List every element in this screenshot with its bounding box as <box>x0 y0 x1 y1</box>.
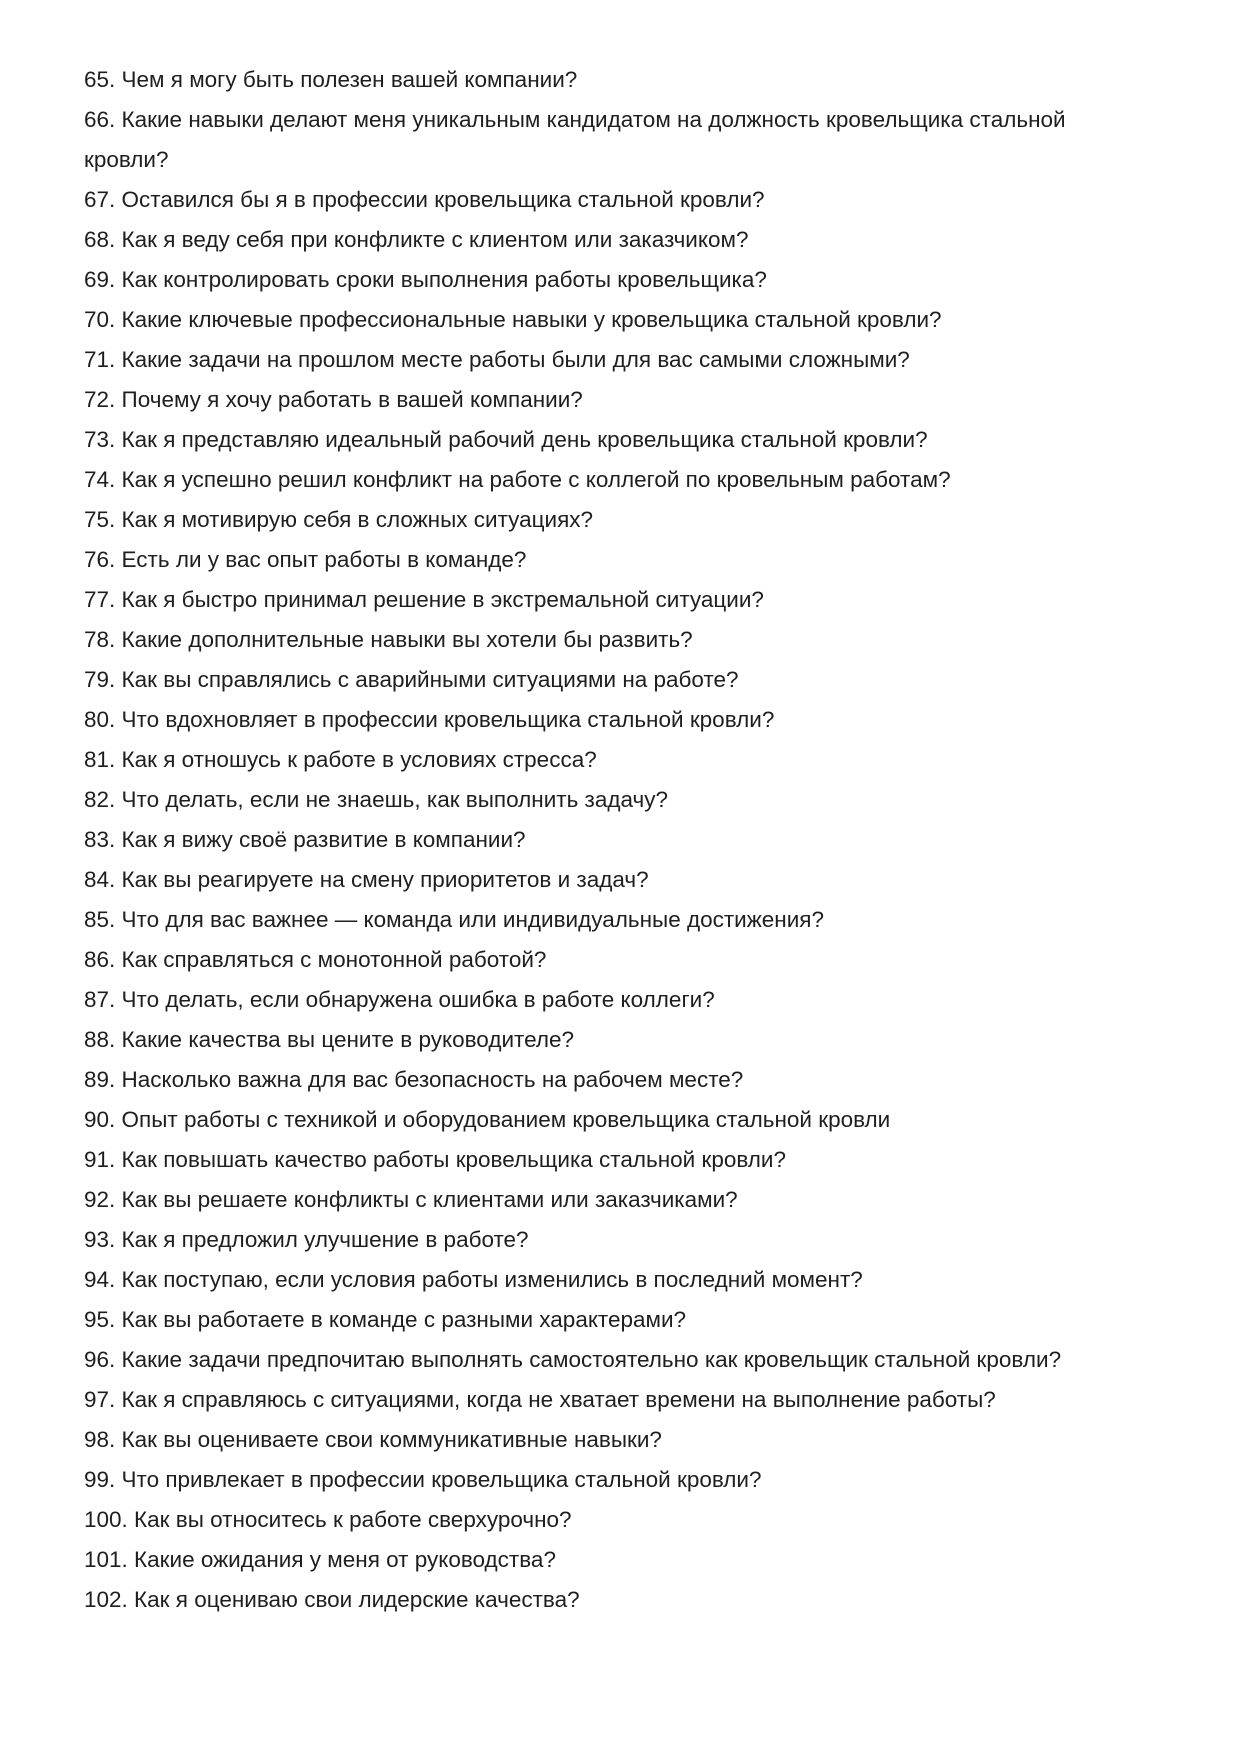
question-item: 75. Как я мотивирую себя в сложных ситуациях? <box>84 507 594 532</box>
question-item: 81. Как я отношусь к работе в условиях стресса? <box>84 747 597 772</box>
question-item: 96. Какие задачи предпочитаю выполнять самостоятельно как кровельщик стальной кровли? <box>84 1347 1062 1372</box>
question-item: 72. Почему я хочу работать в вашей компании? <box>84 387 583 412</box>
question-item: 100. Как вы относитесь к работе сверхурочно? <box>84 1507 572 1532</box>
question-item: 101. Какие ожидания у меня от руководства? <box>84 1547 556 1572</box>
question-item: 83. Как я вижу своё развитие в компании? <box>84 827 526 852</box>
question-item: 85. Что для вас важнее — команда или индивидуальные достижения? <box>84 907 824 932</box>
question-item: 66. Какие навыки делают меня уникальным кандидатом на должность кровельщика стальной кровли? <box>84 107 1066 172</box>
question-item: 98. Как вы оцениваете свои коммуникативные навыки? <box>84 1427 662 1452</box>
question-item: 92. Как вы решаете конфликты с клиентами или заказчиками? <box>84 1187 738 1212</box>
question-item: 80. Что вдохновляет в профессии кровельщика стальной кровли? <box>84 707 775 732</box>
question-item: 69. Как контролировать сроки выполнения работы кровельщика? <box>84 267 767 292</box>
question-item: 87. Что делать, если обнаружена ошибка в работе коллеги? <box>84 987 715 1012</box>
question-item: 77. Как я быстро принимал решение в экстремальной ситуации? <box>84 587 764 612</box>
question-item: 71. Какие задачи на прошлом месте работы были для вас самыми сложными? <box>84 347 910 372</box>
question-item: 99. Что привлекает в профессии кровельщика стальной кровли? <box>84 1467 762 1492</box>
question-list <box>84 60 1074 1620</box>
question-item: 68. Как я веду себя при конфликте с клиентом или заказчиком? <box>84 227 749 252</box>
question-item: 73. Как я представляю идеальный рабочий день кровельщика стальной кровли? <box>84 427 928 452</box>
question-item: 82. Что делать, если не знаешь, как выполнить задачу? <box>84 787 669 812</box>
question-item: 65. Чем я могу быть полезен вашей компании? <box>84 67 578 92</box>
question-item: 76. Есть ли у вас опыт работы в команде? <box>84 547 527 572</box>
question-item: 89. Насколько важна для вас безопасность на рабочем месте? <box>84 1067 744 1092</box>
question-item: 79. Как вы справлялись с аварийными ситуациями на работе? <box>84 667 739 692</box>
question-item: 67. Оставился бы я в профессии кровельщика стальной кровли? <box>84 187 765 212</box>
question-item: 70. Какие ключевые профессиональные навыки у кровельщика стальной кровли? <box>84 307 942 332</box>
question-item: 74. Как я успешно решил конфликт на работе с коллегой по кровельным работам? <box>84 467 951 492</box>
question-item: 91. Как повышать качество работы кровельщика стальной кровли? <box>84 1147 787 1172</box>
question-item: 97. Как я справляюсь с ситуациями, когда не хватает времени на выполнение работы? <box>84 1387 996 1412</box>
question-item: 84. Как вы реагируете на смену приоритетов и задач? <box>84 867 649 892</box>
question-item: 95. Как вы работаете в команде с разными характерами? <box>84 1307 687 1332</box>
question-item: 86. Как справляться с монотонной работой? <box>84 947 547 972</box>
question-item: 88. Какие качества вы цените в руководителе? <box>84 1027 574 1052</box>
question-item: 102. Как я оцениваю свои лидерские качества? <box>84 1587 580 1612</box>
question-item: 78. Какие дополнительные навыки вы хотели бы развить? <box>84 627 693 652</box>
question-item: 93. Как я предложил улучшение в работе? <box>84 1227 529 1252</box>
question-item: 90. Опыт работы с техникой и оборудованием кровельщика стальной кровли <box>84 1107 891 1132</box>
question-item: 94. Как поступаю, если условия работы изменились в последний момент? <box>84 1267 863 1292</box>
